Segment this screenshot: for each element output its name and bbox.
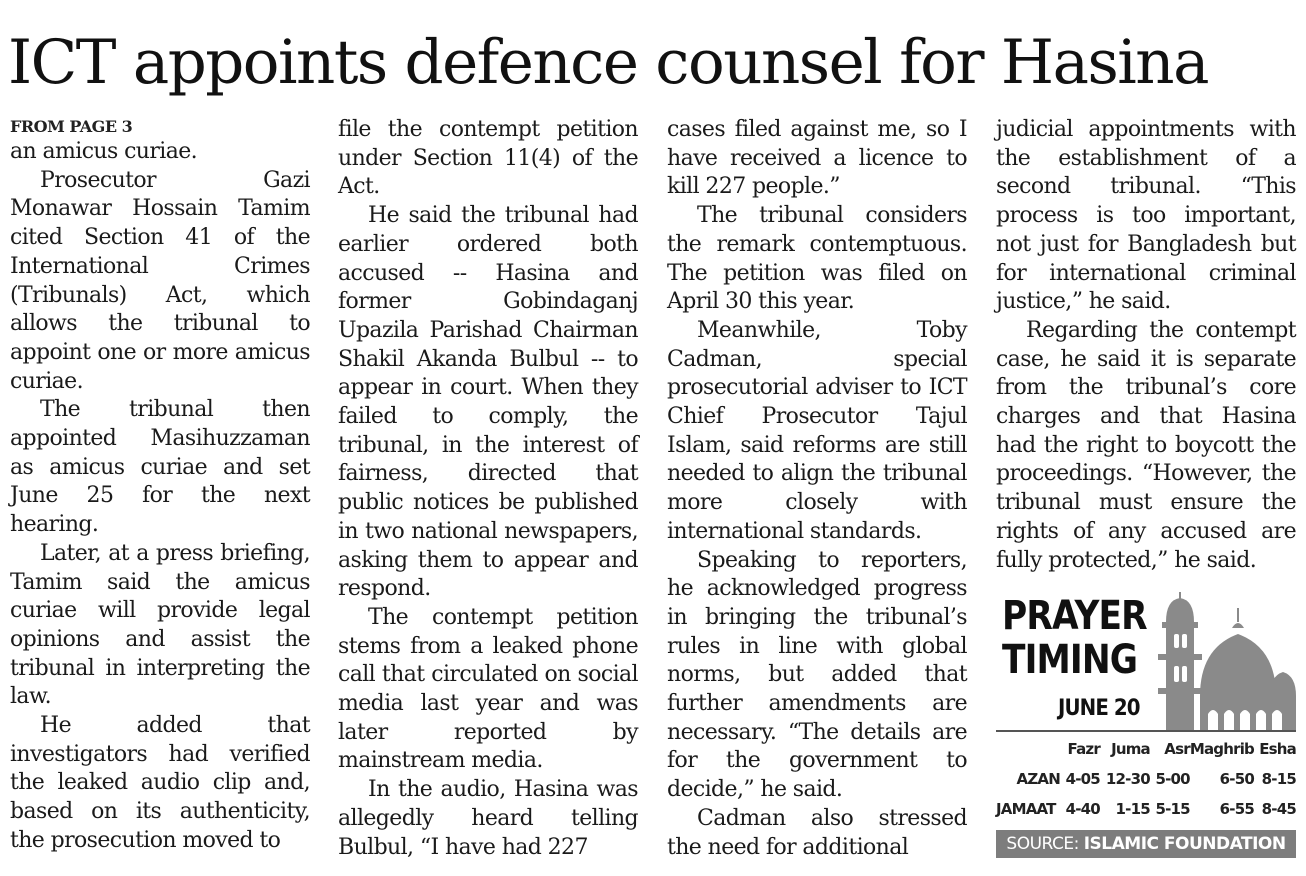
table-cell: 6-50 bbox=[1219, 770, 1254, 788]
column-header: Asr bbox=[1164, 740, 1190, 758]
divider bbox=[996, 730, 1296, 732]
article-column-3 bbox=[667, 116, 967, 862]
article-column-2 bbox=[338, 116, 638, 862]
column-header: Esha bbox=[1259, 740, 1296, 758]
table-cell: 5-00 bbox=[1155, 770, 1190, 788]
table-row bbox=[996, 764, 1296, 794]
paragraph: Cadman also stressed the need for additional bbox=[667, 805, 967, 860]
paragraph: The tribunal considers the remark contemptuous. The petition was filed on April 30 this year. bbox=[667, 203, 967, 315]
paragraph: Later, at a press briefing, Tamim said the amicus curiae will provide legal opinions and assist the tribunal in interpreting the law. bbox=[10, 540, 310, 710]
table-cell: 5-15 bbox=[1155, 800, 1190, 818]
article-column-4 bbox=[996, 116, 1296, 575]
table-cell: 4-05 bbox=[1065, 770, 1100, 788]
table-cell: 8-15 bbox=[1261, 770, 1296, 788]
row-label-header bbox=[996, 734, 1060, 764]
paragraph: Meanwhile, Toby Cadman, special prosecutorial adviser to ICT Chief Prosecutor Tajul Islam, said reforms are still needed to align the tribunal more closely with international standards. bbox=[667, 317, 967, 544]
column-header: Maghrib bbox=[1189, 740, 1254, 758]
article-column-1 bbox=[10, 116, 310, 856]
table-header-row bbox=[996, 734, 1296, 764]
paragraph: cases filed against me, so I have received a licence to kill 227 people.” bbox=[667, 117, 967, 200]
source-name: ISLAMIC FOUNDATION bbox=[1083, 834, 1286, 854]
headline: ICT appoints defence counsel for Hasina bbox=[8, 27, 1208, 98]
paragraph: judicial appointments with the establishment of a second tribunal. “This process is too important, not just for Bangladesh but for international criminal justice,” he said. bbox=[996, 117, 1296, 315]
paragraph: The contempt petition stems from a leaked phone call that circulated on social media last year and was later reported by mainstream media. bbox=[338, 604, 638, 774]
table-cell: 6-55 bbox=[1219, 800, 1254, 818]
table-row bbox=[996, 794, 1296, 824]
mosque-icon bbox=[1152, 592, 1296, 730]
table-cell: 4-40 bbox=[1065, 800, 1100, 818]
prayer-times-table bbox=[996, 734, 1296, 824]
row-label: AZAN bbox=[1016, 770, 1060, 788]
prayer-date: JUNE 20 bbox=[1058, 696, 1140, 721]
source-bar bbox=[996, 830, 1296, 858]
prayer-timing-title bbox=[1002, 594, 1147, 682]
row-label: JAMAAT bbox=[996, 800, 1056, 818]
paragraph: He added that investigators had verified the leaked audio clip and, based on its authenticity, the prosecution moved to bbox=[10, 713, 310, 853]
table-cell: 12-30 bbox=[1105, 770, 1150, 788]
source-prefix: SOURCE: bbox=[1006, 834, 1079, 854]
column-header: Fazr bbox=[1067, 740, 1100, 758]
paragraph: The tribunal then appointed Masihuzzaman as amicus curiae and set June 25 for the next hearing. bbox=[10, 397, 310, 538]
table-cell: 8-45 bbox=[1261, 800, 1296, 818]
prayer-timing-box bbox=[996, 592, 1296, 862]
paragraph: Prosecutor Gazi Monawar Hossain Tamim cited Section 41 of the International Crimes (Tribunals) Act, which allows the tribunal to appoint one or more amicus curiae. bbox=[10, 167, 310, 394]
paragraph: In the audio, Hasina was allegedly heard telling Bulbul, “I have had 227 bbox=[338, 777, 638, 860]
column-header: Juma bbox=[1111, 740, 1150, 758]
paragraph: He said the tribunal had earlier ordered both accused -- Hasina and former Gobindaganj Upazila Parishad Chairman Shakil Akanda Bulbul -- to appear in court. When they failed to comply, the tribunal, in the interest of fairness, directed that public notices be published in two national newspapers, asking them to appear and respond. bbox=[338, 203, 638, 602]
paragraph: Regarding the contempt case, he said it is separate from the tribunal’s core charges and that Hasina had the right to boycott the proceedings. “However, the tribunal must ensure the rights of any accused are fully protected,” he said. bbox=[996, 317, 1296, 573]
paragraph: an amicus curiae. bbox=[10, 139, 198, 164]
prayer-title-line: TIMING bbox=[1002, 637, 1138, 683]
paragraph: file the contempt petition under Section 11(4) of the Act. bbox=[338, 117, 638, 200]
prayer-title-line: PRAYER bbox=[1002, 593, 1147, 639]
continuation-kicker: FROM PAGE 3 bbox=[10, 117, 133, 136]
paragraph: Speaking to reporters, he acknowledged progress in bringing the tribunal’s rules in line with global norms, but added that further amendments are necessary. “The details are for the government to decide,” he said. bbox=[667, 547, 967, 803]
table-cell: 1-15 bbox=[1115, 800, 1150, 818]
